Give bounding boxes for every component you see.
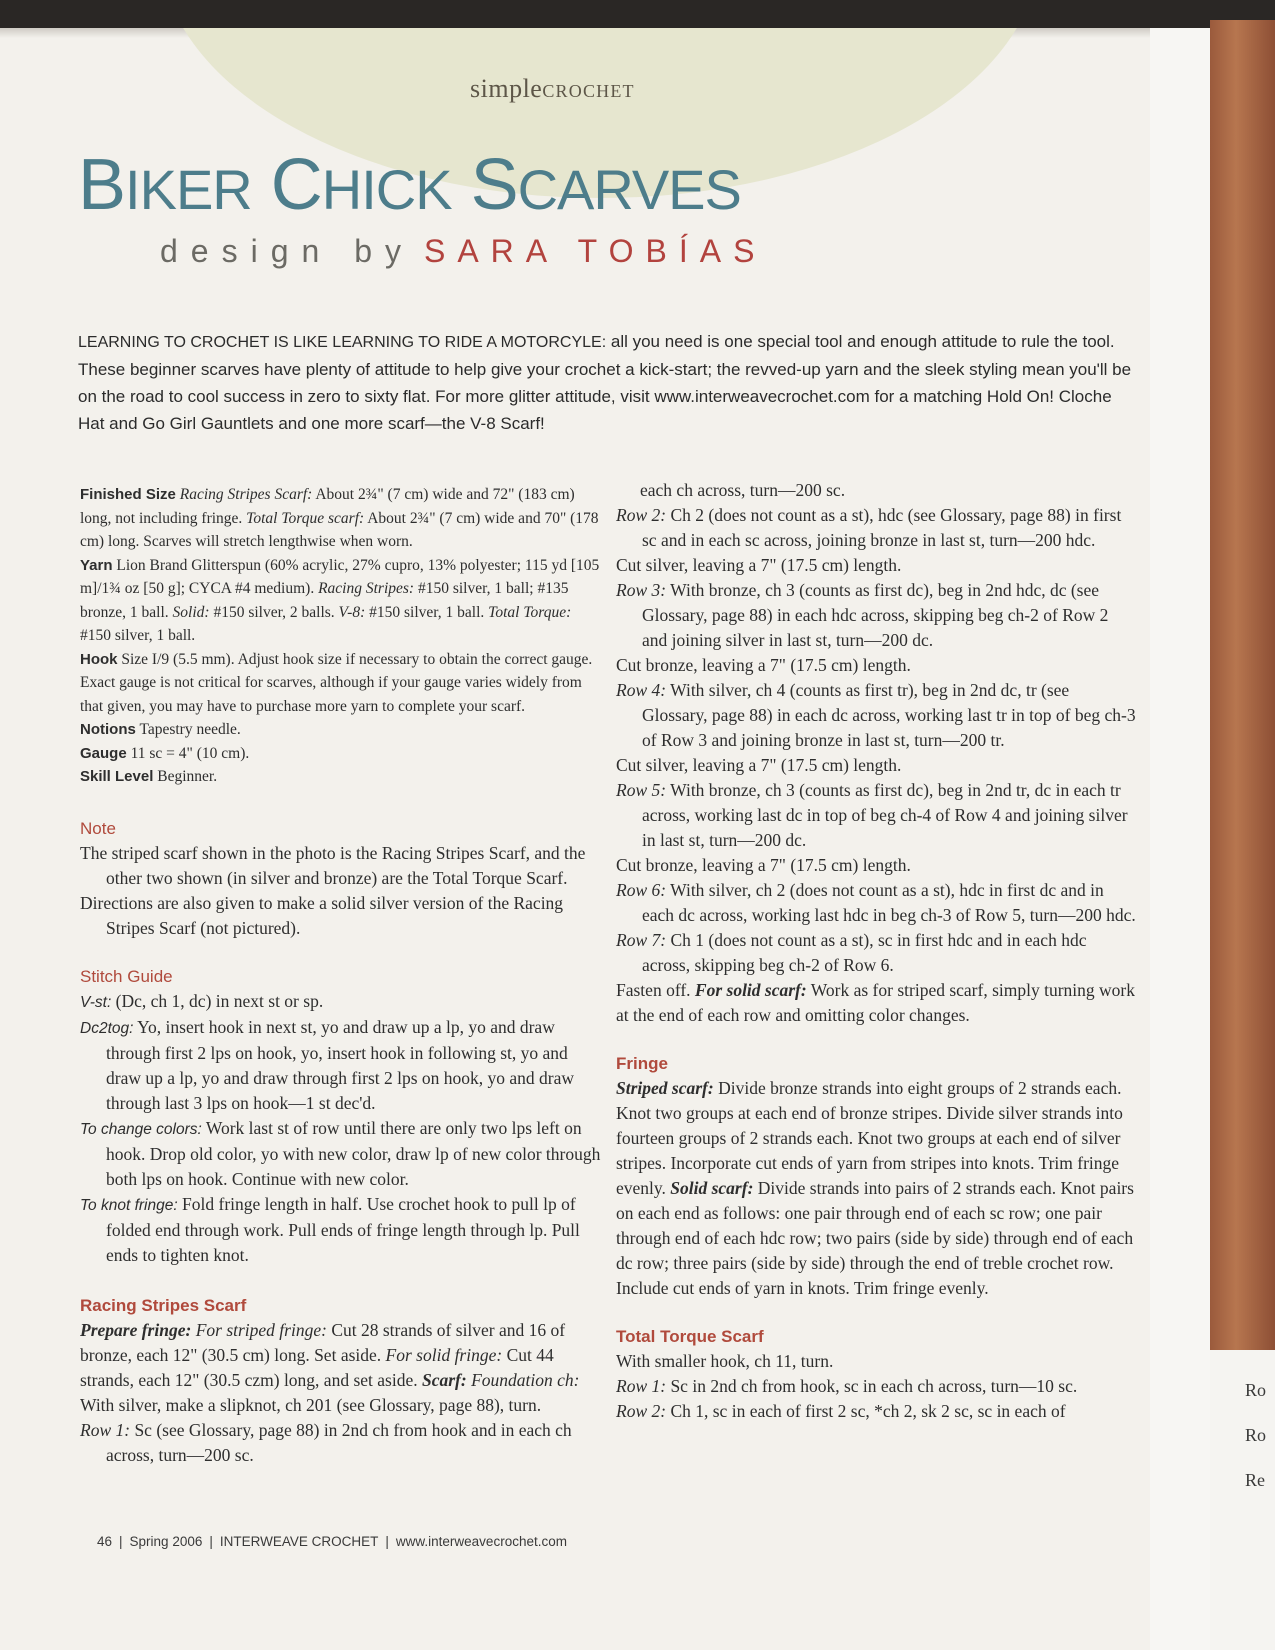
spec-text: #150 silver, 1 ball. (80, 627, 196, 644)
stitch-label: To change colors: (80, 1120, 202, 1138)
footer-url: www.interweavecrochet.com (395, 1534, 567, 1549)
page-gutter (1150, 28, 1210, 1650)
intro-text: all you need is one special tool and enough attitude to rule the tool. These beginner scarves have plenty of attitude to help give your crochet a kick-start; the revved-up yarn and the sleek styling mean you'll be on the road to cool success in zero to sixty flat. For more glitter attitude, visit www.interweavecrochet.com for a matching Hold On! Cloche Hat and Go Girl Gauntlets and one more scarf—the V-8 Scarf! (78, 332, 1132, 433)
byline (160, 233, 766, 270)
spec-text: 11 sc = 4" (10 cm). (130, 744, 250, 762)
fringe-paragraph (616, 1076, 1136, 1301)
magazine-page (0, 28, 1210, 1650)
right-column (616, 478, 1136, 1424)
spec-notions (80, 718, 605, 742)
racing-fasten-off (616, 978, 1136, 1028)
spec-skill-level (80, 765, 605, 789)
spec-italic: Racing Stripes Scarf: (179, 486, 313, 503)
row-text: With bronze, ch 3 (counts as first dc), beg in 2nd tr, dc in each tr across, working last dc in top of beg ch-4 of Row 4 and joining silver in last st, turn—200 dc. (642, 780, 1128, 850)
stitch-knot-fringe (80, 1192, 605, 1268)
spec-yarn (80, 554, 605, 648)
spec-finished-size (80, 483, 605, 554)
racing-row-4 (616, 678, 1136, 753)
row-label: Row 5: (616, 780, 667, 800)
title-word: HICK (321, 158, 452, 221)
stitch-text: Yo, insert hook in next st, yo and draw up a lp, yo and draw through first 2 lps on hook, yo, insert hook in following st, yo and draw up a lp, yo and draw through first 2 lps on hook, yo and draw through last 3 lps on hook—1 st dec'd. (106, 1016, 575, 1113)
racing-row-6 (616, 878, 1136, 928)
spec-label: Skill Level (80, 768, 154, 785)
instruction-text: Work as for striped scarf, simply turning work at the end of each row and omitting color changes. (616, 980, 1136, 1025)
stitch-guide-heading: Stitch Guide (80, 966, 173, 986)
row-text: Ch 1, sc in each of first 2 sc, *ch 2, sk 2 sc, sc in each of (670, 1401, 1066, 1421)
designer-name: SARA TOBÍAS (423, 233, 767, 269)
note-paragraph: The striped scarf shown in the photo is the Racing Stripes Scarf, and the other two shown (in silver and bronze) are the Total Torque Scarf. (80, 842, 586, 888)
spec-text: #150 silver, 1 ball; #135 bronze, 1 ball. (80, 580, 569, 621)
instruction-text: Cut 44 strands, each 12" (30.5 czm) long, and set aside. (80, 1344, 554, 1390)
row-label: Row 2: (616, 505, 667, 525)
left-column (80, 483, 605, 1468)
spec-text: Beginner. (157, 768, 218, 785)
spec-gauge (80, 742, 605, 766)
row-text: Ch 2 (does not count as a st), hdc (see Glossary, page 88) in first sc and in each sc across, joining bronze in last st, turn—200 hdc. (642, 505, 1122, 550)
stitch-dc2tog (80, 1015, 605, 1116)
instruction-label: Prepare fringe: (80, 1319, 192, 1340)
row-text: Ch 1 (does not count as a st), sc in first hdc and in each hdc across, skipping beg ch-2 of Row 6. (642, 930, 1087, 975)
intro-paragraph (78, 328, 1138, 437)
stitch-change-colors (80, 1116, 605, 1192)
row-label: Row 4: (616, 680, 667, 700)
instruction-text: Divide bronze strands into eight groups of 2 strands each. Knot two groups at each end of bronze stripes. Divide silver strands into fourteen groups of 2 strands each. Knot two groups at each end of silver stripes. Incorporate cut ends of yarn from stripes into knots. Trim fringe evenly. (616, 1078, 1123, 1198)
stitch-label: Dc2tog: (80, 1019, 134, 1037)
instruction-italic: For striped fringe: (195, 1319, 327, 1340)
page-title (78, 144, 741, 226)
racing-row-1-continued: each ch across, turn—200 sc. (640, 480, 846, 500)
note-paragraph: Directions are also given to make a solid silver version of the Racing Stripes Scarf (not pictured). (80, 892, 564, 938)
header-crochet: CROCHET (542, 81, 635, 101)
stitch-vst (80, 989, 605, 1015)
racing-row-5 (616, 778, 1136, 853)
racing-cut: Cut bronze, leaving a 7" (17.5 cm) length. (616, 855, 911, 875)
torque-row-1 (616, 1374, 1136, 1399)
spec-text: About 2¾" (7 cm) wide and 70" (178 cm) long. Scarves will stretch lengthwise when worn. (80, 509, 599, 550)
title-letter: C (270, 145, 322, 225)
stitch-text: Fold fringe length in half. Use crochet hook to pull lp of folded end through work. Pull ends of fringe length through lp. Pull ends to tighten knot. (106, 1193, 580, 1265)
instruction-italic: Foundation ch: (471, 1369, 580, 1390)
spec-italic: Racing Stripes: (318, 580, 415, 597)
title-word: IKER (125, 158, 252, 221)
spec-hook (80, 648, 605, 719)
intro-lead: LEARNING TO CROCHET IS LIKE LEARNING TO RIDE A MOTORCYLE: (78, 334, 607, 351)
adjacent-page-text: Ro (1245, 1425, 1267, 1445)
spec-label: Yarn (80, 556, 113, 574)
spec-text: Size I/9 (5.5 mm). Adjust hook size if necessary to obtain the correct gauge. Exact gauge is not critical for scarves, although if your gauge varies widely from that given, you may have to purchase more yarn to complete your scarf. (80, 650, 593, 715)
row-text: Sc in 2nd ch from hook, sc in each ch across, turn—10 sc. (670, 1376, 1078, 1396)
row-text: With silver, ch 2 (does not count as a st), hdc in first dc and in each dc across, working last hdc in beg ch-3 of Row 5, turn—200 hdc. (642, 880, 1136, 925)
row-label: Row 6: (616, 880, 667, 900)
row-text: With bronze, ch 3 (counts as first dc), beg in 2nd hdc, dc (see Glossary, page 88) in each hdc across, skipping beg ch-2 of Row 2 and joining silver in last st, turn—200 dc. (642, 580, 1109, 650)
spec-text: Lion Brand Glitterspun (60% acrylic, 27% cupro, 13% polyester; 115 yd [105 m]/1¾ oz [50 g]; CYCA #4 medium). (80, 556, 600, 597)
adjacent-page-text: Re (1245, 1470, 1265, 1490)
row-label: Row 2: (616, 1401, 667, 1421)
racing-cut: Cut bronze, leaving a 7" (17.5 cm) length. (616, 655, 911, 675)
spec-label: Gauge (80, 744, 127, 762)
header-simple: simple (470, 74, 543, 103)
adjacent-page-text: Ro (1245, 1380, 1267, 1400)
instruction-label: Scarf: (421, 1369, 467, 1390)
spec-italic: Solid: (172, 603, 210, 621)
stitch-label: To knot fringe: (80, 1196, 178, 1214)
section-header (470, 74, 635, 104)
racing-row-2 (616, 503, 1136, 553)
instruction-label: For solid scarf: (694, 980, 807, 1000)
instruction-text: Cut 28 strands of silver and 16 of bronze, each 12" (30.5 cm) long. Set aside. (80, 1319, 566, 1365)
stitch-text: (Dc, ch 1, dc) in next st or sp. (115, 990, 324, 1011)
racing-row-1 (80, 1418, 605, 1468)
spec-italic: Total Torque: (488, 603, 572, 621)
spec-text: #150 silver, 2 balls. (213, 603, 335, 621)
row-text: Sc (see Glossary, page 88) in 2nd ch from hook and in each ch across, turn—200 sc. (106, 1419, 572, 1465)
adjacent-page-photo-edge (1210, 20, 1275, 1350)
row-text: With silver, ch 4 (counts as first tr), beg in 2nd dc, tr (see Glossary, page 88) in each dc across, working last tr in top of beg ch-3 of Row 3 and joining bronze in last st, turn—200 tr. (642, 680, 1136, 750)
spec-italic: Total Torque scarf: (246, 509, 365, 527)
title-letter: S (470, 145, 518, 225)
spec-label: Finished Size (80, 486, 176, 503)
row-label: Row 1: (80, 1419, 131, 1440)
spec-italic: V-8: (338, 603, 366, 621)
page-footer: 46 | Spring 2006 | INTERWEAVE CROCHET | www.interweavecrochet.com (97, 1534, 567, 1549)
issue-date: Spring 2006 (129, 1534, 203, 1549)
spec-text: About 2¾" (7 cm) wide and 72" (183 cm) long, not including fringe. (80, 486, 575, 527)
fringe-heading: Fringe (616, 1054, 668, 1073)
magazine-name: INTERWEAVE CROCHET (219, 1534, 379, 1549)
title-letter: B (78, 145, 126, 225)
racing-row-7 (616, 928, 1136, 978)
title-word: CARVES (517, 158, 741, 221)
torque-row-2 (616, 1399, 1136, 1424)
instruction-text: Divide strands into pairs of 2 strands each. Knot pairs on each end as follows: one pair through end of each sc row; one pair through end of each hdc row; two pairs (side by side) through end of each dc row; three pairs (side by side) through the end of treble crochet row. Include cut ends of yarn in knots. Trim fringe evenly. (616, 1178, 1134, 1298)
instruction-text: With silver, make a slipknot, ch 201 (see Glossary, page 88), turn. (80, 1394, 542, 1415)
instruction-label: Solid scarf: (670, 1178, 754, 1198)
torque-intro: With smaller hook, ch 11, turn. (616, 1351, 834, 1371)
stitch-text: Work last st of row until there are only two lps left on hook. Drop old color, yo with new color, draw lp of new color through both lps on hook. Continue with new color. (106, 1117, 601, 1189)
spec-label: Notions (80, 721, 136, 738)
stitch-label: V-st: (80, 993, 112, 1011)
racing-row-3 (616, 578, 1136, 653)
spec-text: #150 silver, 1 ball. (369, 603, 485, 621)
row-label: Row 3: (616, 580, 667, 600)
instruction-text: Fasten off. (616, 980, 691, 1000)
spec-text: Tapestry needle. (139, 721, 241, 738)
racing-prepare (80, 1318, 605, 1418)
spec-label: Hook (80, 650, 118, 668)
note-heading: Note (80, 818, 116, 838)
byline-label: design by (160, 233, 414, 269)
racing-stripes-heading: Racing Stripes Scarf (80, 1295, 247, 1315)
racing-cut: Cut silver, leaving a 7" (17.5 cm) length. (616, 555, 902, 575)
racing-cut: Cut silver, leaving a 7" (17.5 cm) length. (616, 755, 902, 775)
instruction-italic: For solid fringe: (385, 1344, 503, 1365)
page-number: 46 (97, 1534, 113, 1549)
row-label: Row 1: (616, 1376, 667, 1396)
row-label: Row 7: (616, 930, 667, 950)
instruction-label: Striped scarf: (616, 1078, 714, 1098)
total-torque-heading: Total Torque Scarf (616, 1327, 764, 1346)
